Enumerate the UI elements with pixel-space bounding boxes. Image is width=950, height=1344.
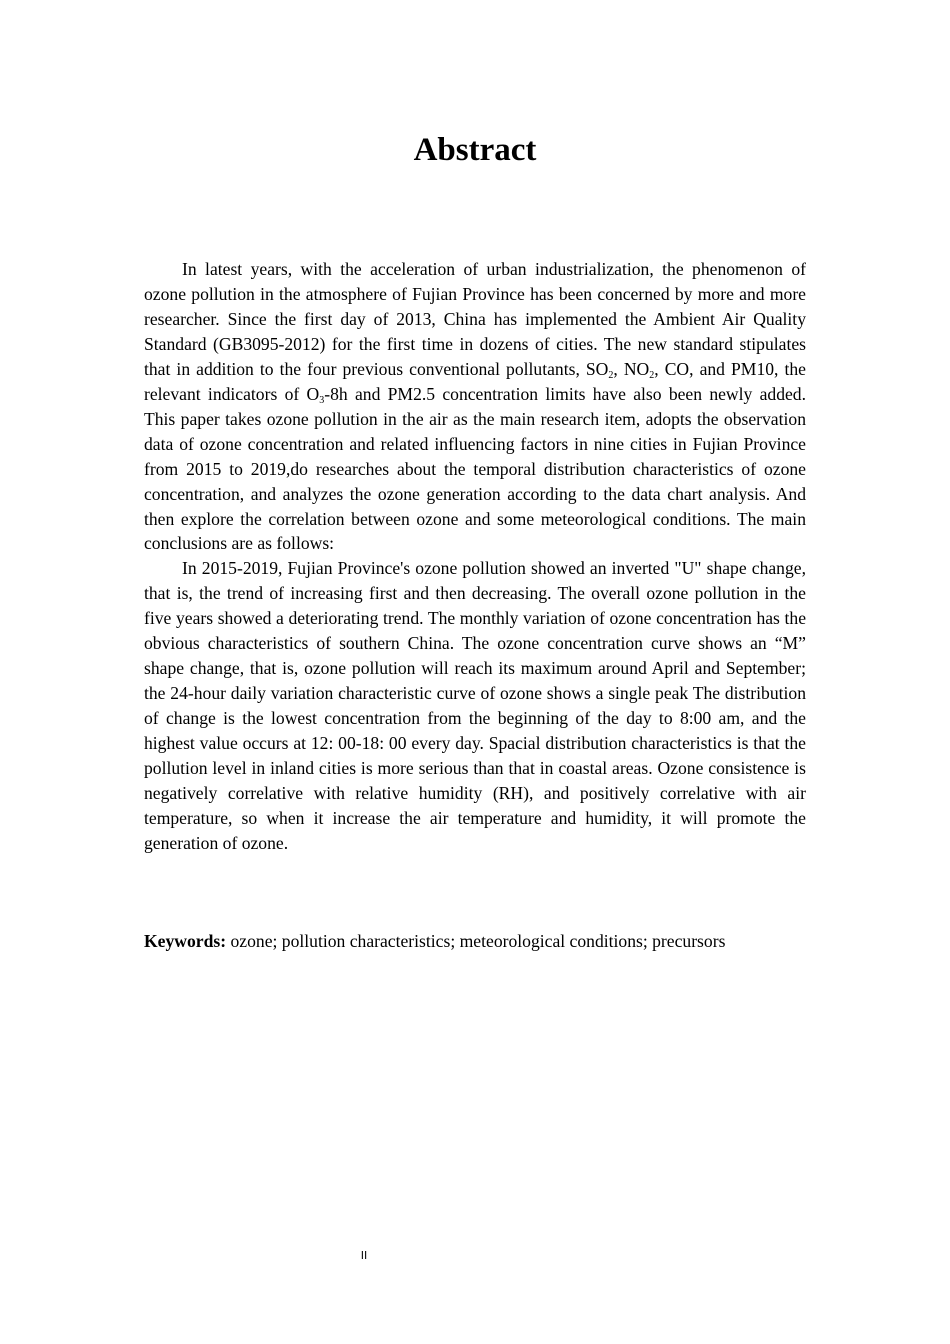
paragraph-1-text-d: -8h and PM2.5 concentration limits have also been newly added. This paper takes ozone pollution in the air as the main research item, adopts the observation data of ozone concentration and related influencing factors in nine cities in Fujian Province from 2015 to 2019,do researches about the temporal distribution characteristics of ozone concentration, and analyzes the ozone generation according to the data chart analysis. And then explore the correlation between ozone and some meteorological conditions. The main conclusions are as follows:: [144, 383, 807, 554]
paragraph-1-text-c: , CO, and PM10, the relevant indicators of O: [144, 358, 806, 404]
abstract-paragraph-1: [144, 257, 806, 556]
page-title: Abstract: [413, 132, 537, 168]
subscript-o3: 3: [319, 394, 325, 406]
paragraph-1-text-b: , NO: [613, 358, 650, 379]
keywords-line: [144, 929, 806, 954]
keywords-text: ozone; pollution characteristics; meteorological conditions; precursors: [226, 931, 726, 951]
abstract-body: [144, 257, 806, 856]
subscript-so2: 2: [608, 369, 614, 381]
paragraph-1-text-a: In latest years, with the acceleration of urban industrialization, the phenomenon of ozone pollution in the atmosphere of Fujian Province has been concerned by more and more researcher. Since the first day of 2013, China has implemented the Ambient Air Quality Standard (GB3095-2012) for the first time in dozens of cities. The new standard stipulates that in addition to the four previous conventional pollutants, SO: [144, 259, 806, 379]
keywords-label: Keywords:: [144, 931, 227, 951]
abstract-paragraph-2: In 2015-2019, Fujian Province's ozone pollution showed an inverted "U" shape change, that is, the trend of increasing first and then decreasing. The overall ozone pollution in the five years showed a deteriorating trend. The monthly variation of ozone concentration has the obvious characteristics of southern China. The ozone concentration curve shows an “M” shape change, that is, ozone pollution will reach its maximum around April and September; the 24-hour daily variation characteristic curve of ozone shows a single peak The distribution of change is the lowest concentration from the beginning of the day to 8:00 am, and the highest value occurs at 12: 00-18: 00 every day. Spacial distribution characteristics is that the pollution level in inland cities is more serious than that in coastal areas. Ozone consistence is negatively correlative with relative humidity (RH), and positively correlative with air temperature, so when it increase the air temperature and humidity, it will promote the generation of ozone.: [144, 558, 806, 853]
page-number: II: [360, 1249, 368, 1262]
subscript-no2: 2: [649, 369, 655, 381]
